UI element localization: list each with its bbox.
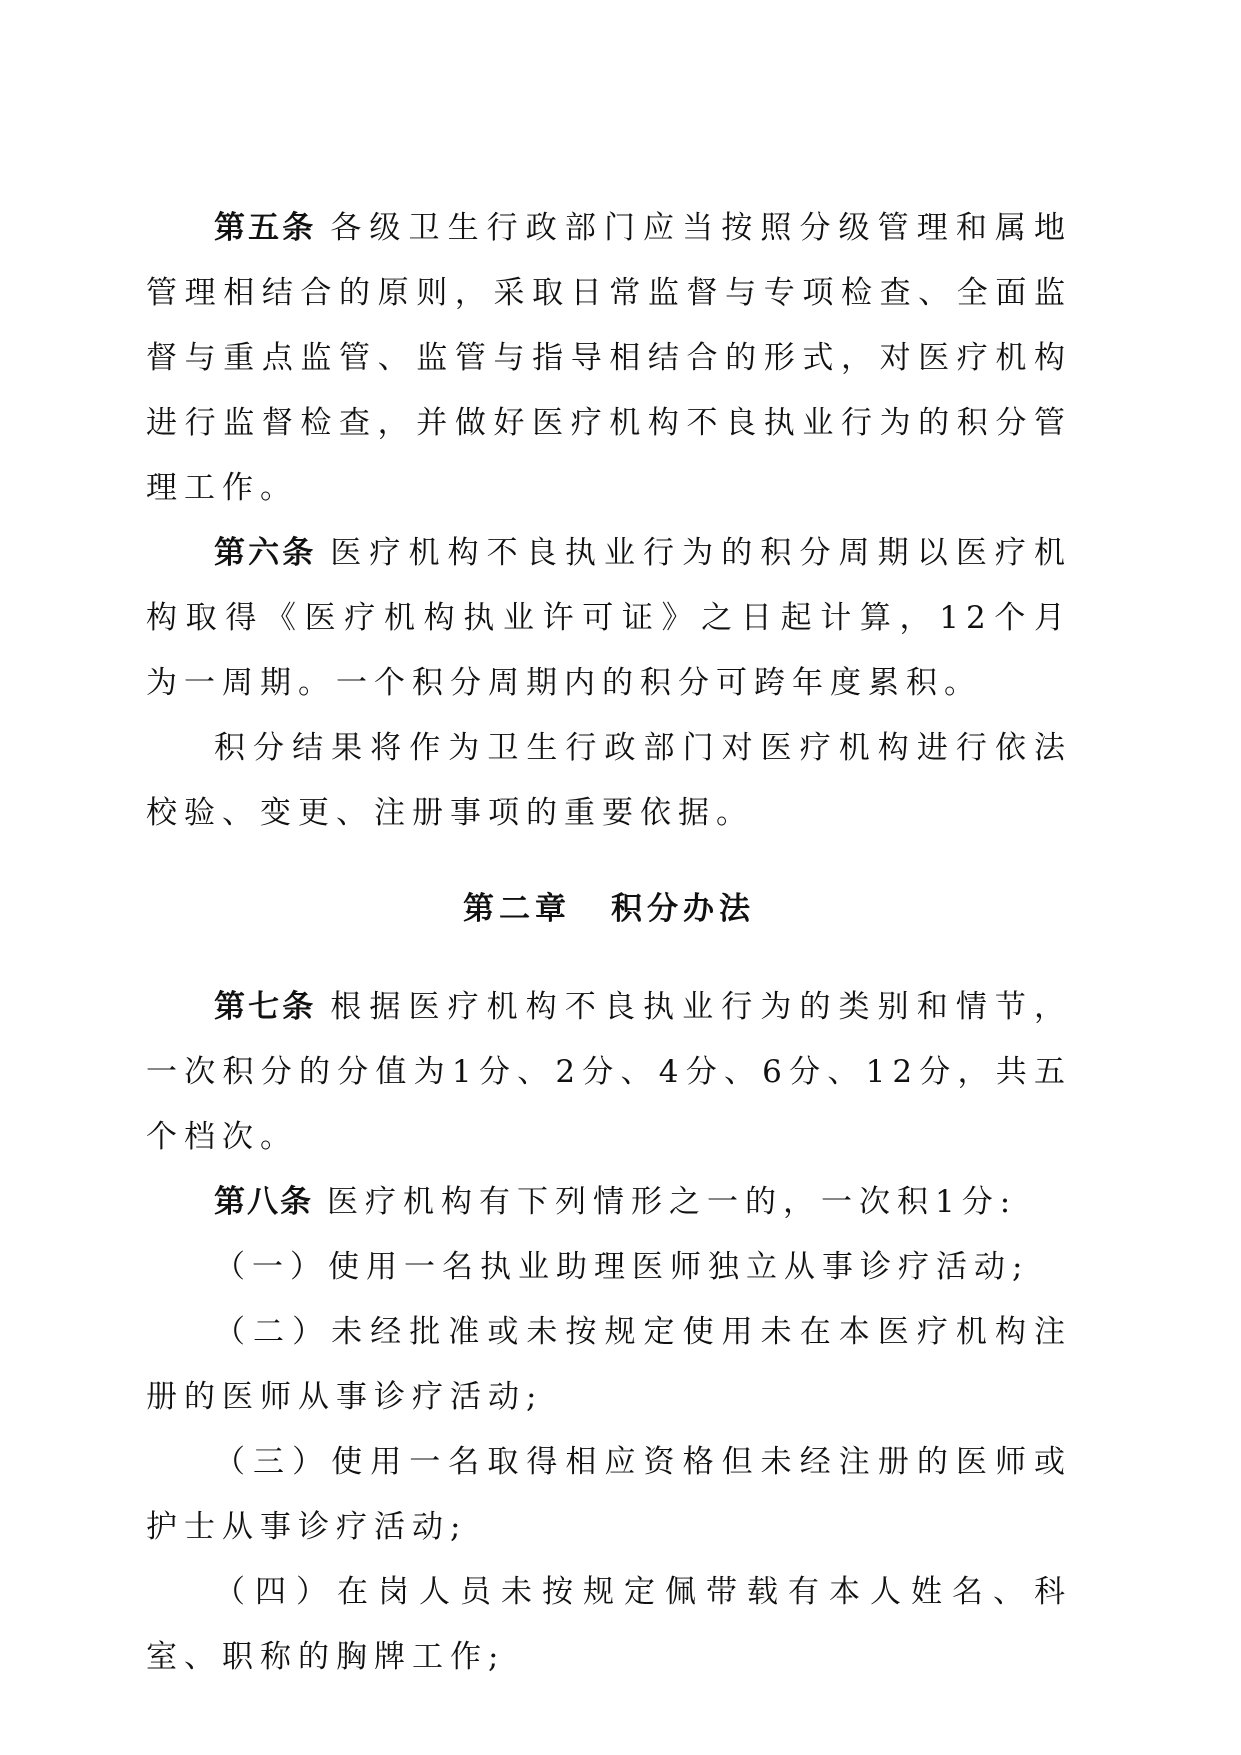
chapter-heading — [146, 877, 1072, 942]
article-6 — [146, 521, 1072, 716]
article-7-text: 根据医疗机构不良执业行为的类别和情节，一次积分的分值为1分、2分、4分、6分、12分，共五个档次。 — [146, 989, 1073, 1155]
article-5-text: 各级卫生行政部门应当按照分级管理和属地管理相结合的原则，采取日常监督与专项检查、全面监督与重点监管、监管与指导相结合的形式，对医疗机构进行监督检查，并做好医疗机构不良执业行为的积分管理工作。 — [146, 210, 1073, 506]
article-6-label: 第六条 — [214, 535, 317, 571]
article-6-paragraph-2: 积分结果将作为卫生行政部门对医疗机构进行依法校验、变更、注册事项的重要依据。 — [146, 730, 1072, 831]
article-5 — [146, 196, 1072, 521]
article-8-text: 医疗机构有下列情形之一的，一次积1分: — [327, 1184, 1018, 1220]
article-5-label: 第五条 — [214, 210, 317, 246]
article-8-item-4: （四）在岗人员未按规定佩带载有本人姓名、科室、职称的胸牌工作; — [146, 1574, 1072, 1675]
article-8-item-3: （三）使用一名取得相应资格但未经注册的医师或护士从事诊疗活动; — [146, 1444, 1072, 1545]
article-7 — [146, 975, 1072, 1170]
article-6-text: 医疗机构不良执业行为的积分周期以医疗机构取得《医疗机构执业许可证》之日起计算，12个月为一周期。一个积分周期内的积分可跨年度累积。 — [146, 535, 1073, 701]
chapter-number: 第二章 — [463, 891, 571, 927]
article-8 — [146, 1170, 1072, 1235]
article-7-label: 第七条 — [214, 989, 317, 1025]
article-8-item-2: （二）未经批准或未按规定使用未在本医疗机构注册的医师从事诊疗活动; — [146, 1314, 1072, 1415]
article-8-item-1: （一）使用一名执业助理医师独立从事诊疗活动; — [214, 1249, 1030, 1285]
chapter-title: 积分办法 — [611, 891, 755, 927]
article-8-label: 第八条 — [214, 1184, 313, 1220]
document-body — [146, 196, 1072, 1690]
